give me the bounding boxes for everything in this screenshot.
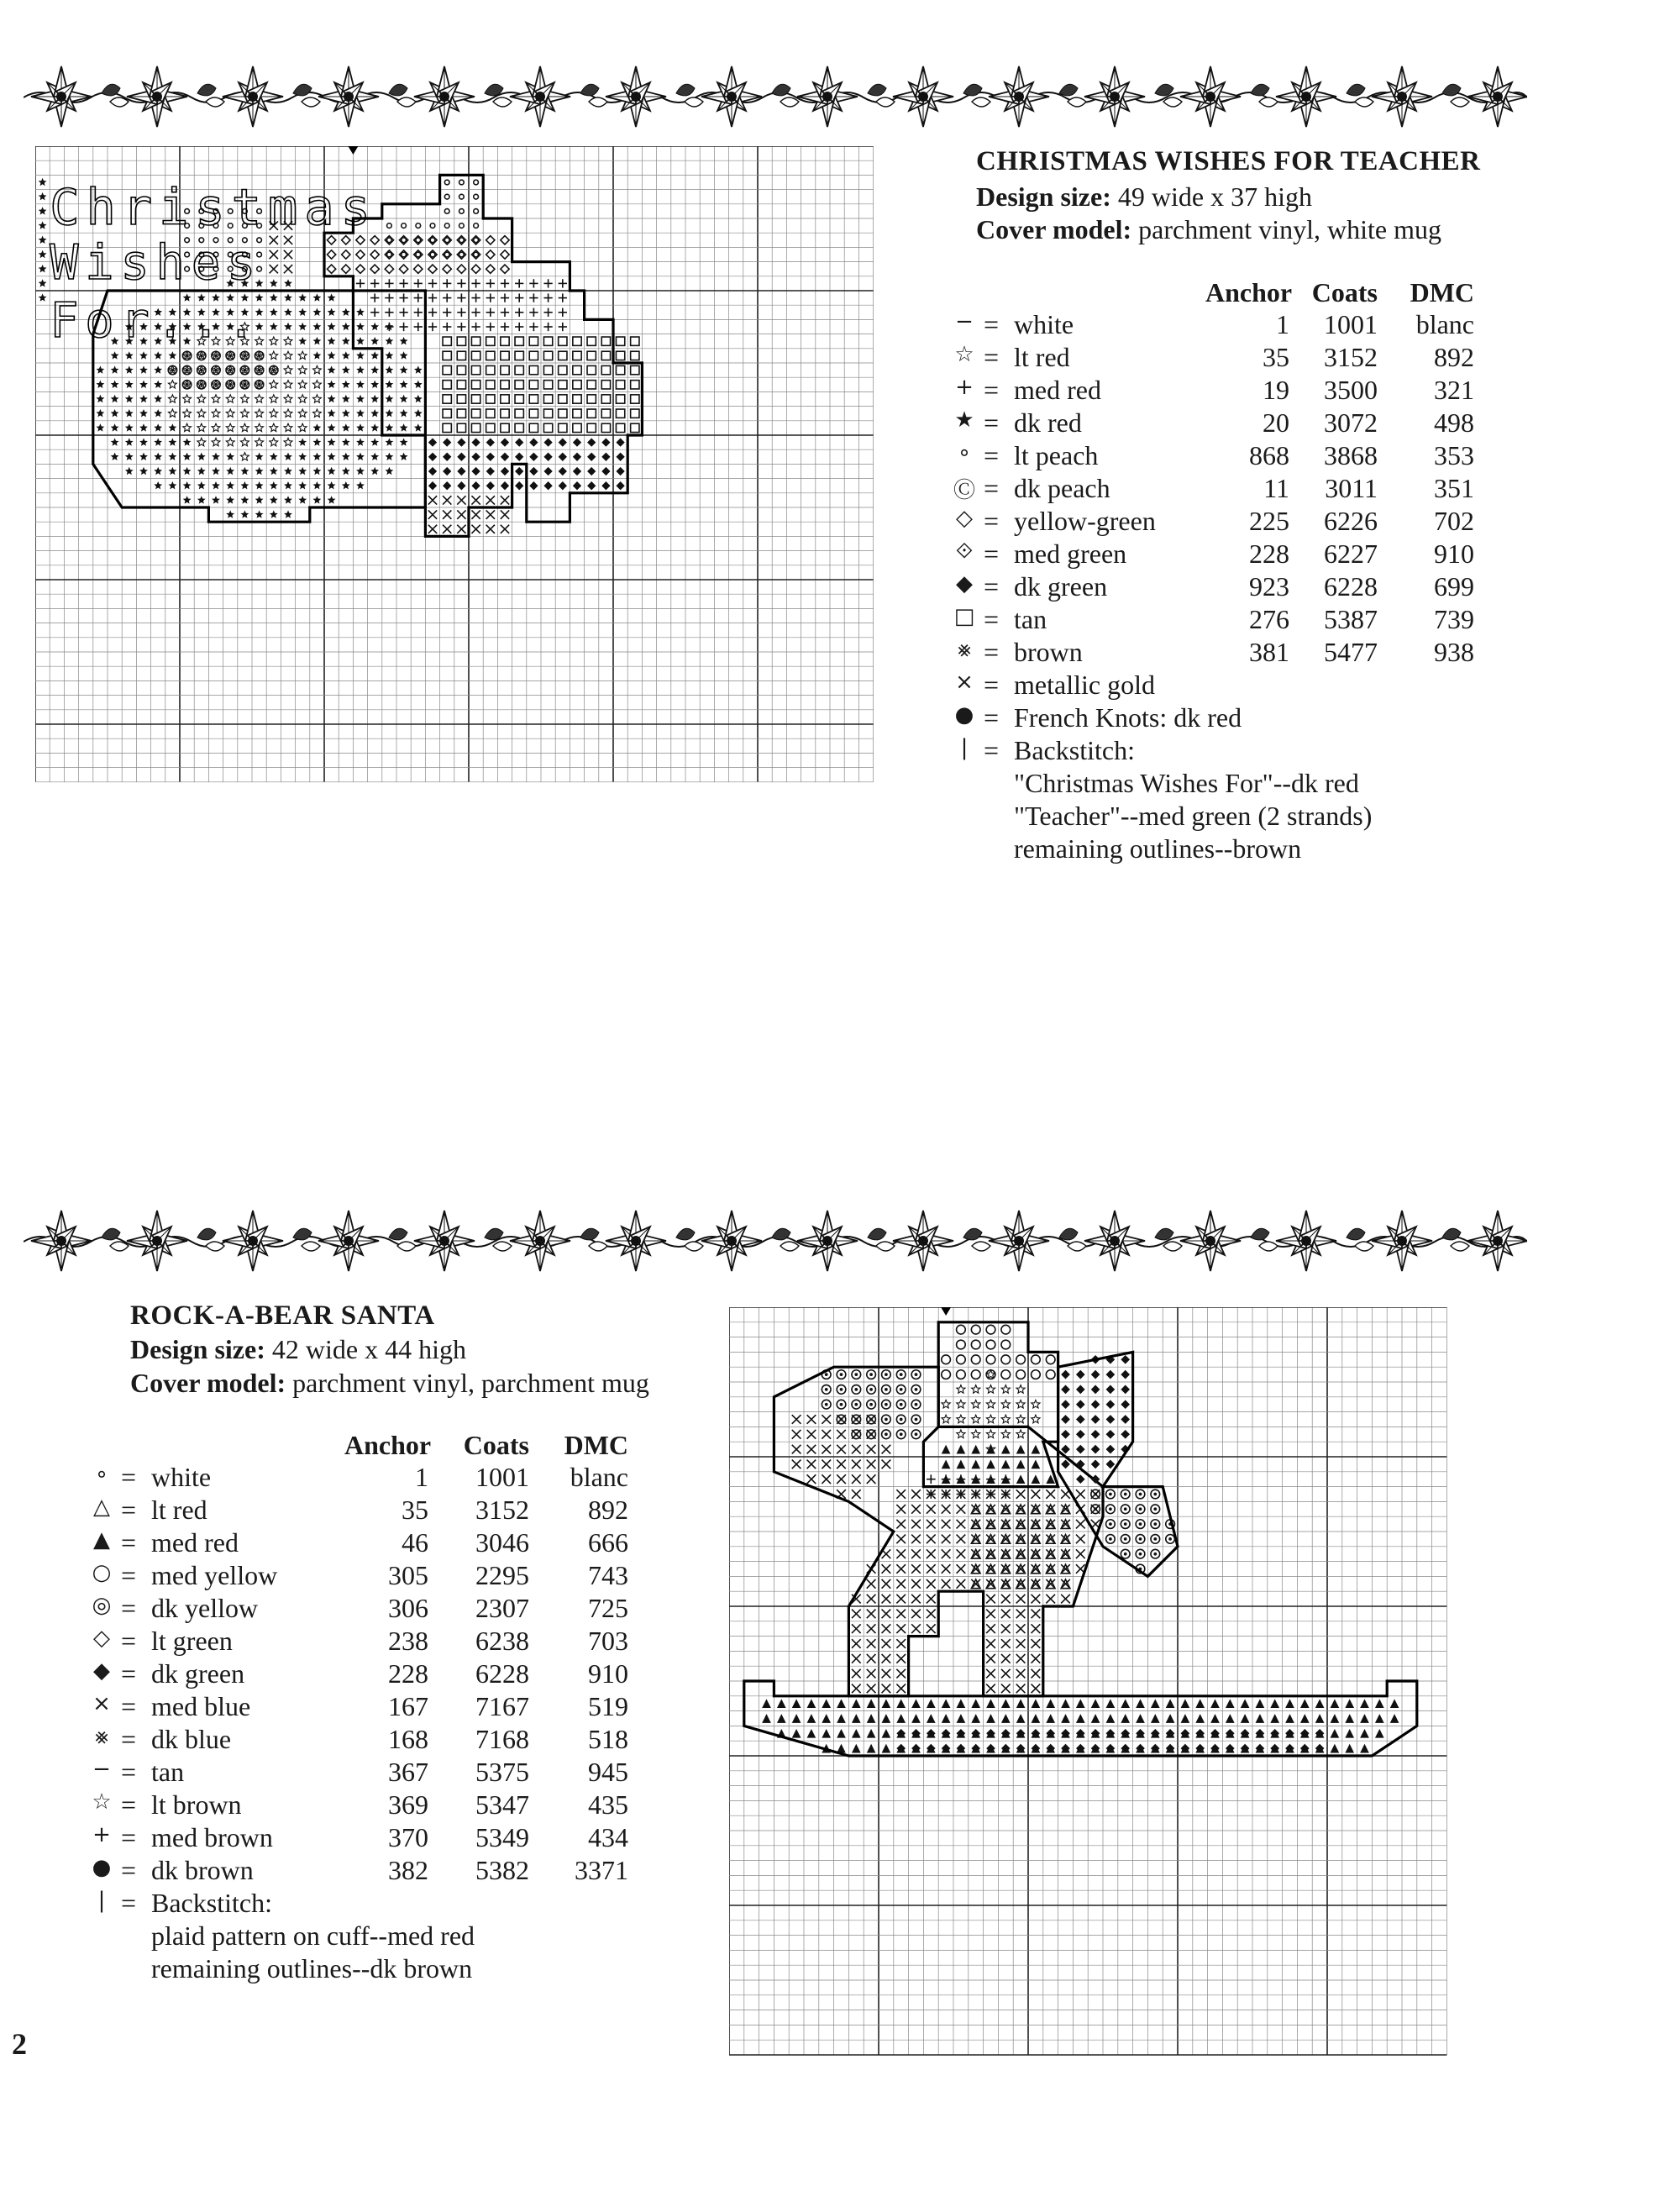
poinsettia-flower bbox=[1276, 66, 1336, 127]
poinsettia-flower bbox=[414, 66, 475, 127]
santa-legend-equals: = bbox=[121, 1527, 137, 1558]
teacher-legend-equals: = bbox=[984, 309, 1000, 339]
santa-legend-coats: 6228 bbox=[475, 1658, 529, 1689]
page-number: 2 bbox=[12, 2027, 27, 2061]
santa-legend-equals: = bbox=[121, 1855, 137, 1885]
santa-legend-equals: = bbox=[121, 1888, 137, 1918]
santa-legend-coats: 3046 bbox=[475, 1527, 529, 1558]
teacher-cross-stitch-chart bbox=[35, 146, 885, 788]
teacher-legend-row bbox=[945, 440, 1491, 473]
teacher-legend-coats: 1001 bbox=[1324, 309, 1378, 339]
teacher-legend-row bbox=[945, 637, 1491, 670]
horse-mane-stitches bbox=[822, 1370, 920, 1439]
santa-legend-name: med red bbox=[151, 1527, 239, 1558]
santa-legend-row bbox=[82, 1855, 654, 1888]
teacher-legend-name: metallic gold bbox=[1014, 670, 1155, 700]
teacher-legend-row bbox=[945, 375, 1491, 407]
poinsettia-flower bbox=[127, 66, 187, 127]
santa-legend-equals: = bbox=[121, 1822, 137, 1852]
santa-legend-dmc: 519 bbox=[588, 1691, 628, 1721]
santa-legend-symbol: △ bbox=[93, 1495, 110, 1520]
santa-legend-dmc: 703 bbox=[588, 1626, 628, 1656]
teacher-legend-row bbox=[945, 735, 1491, 768]
santa-legend-anchor: 305 bbox=[388, 1560, 428, 1590]
teacher-legend-equals: = bbox=[984, 735, 1000, 765]
santa-legend-symbol: + bbox=[92, 1822, 111, 1847]
santa-legend-symbol: ◇ bbox=[93, 1626, 110, 1651]
poinsettia-flower bbox=[318, 66, 379, 127]
santa-legend-dmc: 892 bbox=[588, 1495, 628, 1525]
santa-legend-equals: = bbox=[121, 1593, 137, 1623]
teacher-legend-equals: = bbox=[984, 375, 1000, 405]
santa-chart-grid bbox=[729, 1307, 1462, 2067]
poinsettia-flower bbox=[31, 66, 92, 127]
holly-leaf bbox=[772, 1228, 799, 1251]
holly-leaf bbox=[580, 84, 607, 107]
santa-legend-row bbox=[82, 1822, 654, 1855]
santa-legend-dmc: blanc bbox=[570, 1462, 628, 1492]
holly-leaf bbox=[868, 1228, 895, 1251]
santa-legend-name: tan bbox=[151, 1757, 185, 1787]
santa-legend-row bbox=[82, 1658, 654, 1691]
teacher-legend-symbol: □ bbox=[953, 604, 975, 629]
santa-legend-equals: = bbox=[121, 1462, 137, 1492]
santa-legend-symbol: ◎ bbox=[92, 1593, 112, 1618]
teacher-legend-equals: = bbox=[984, 473, 1000, 503]
santa-legend-anchor: 167 bbox=[388, 1691, 428, 1721]
teacher-legend-name: French Knots: dk red bbox=[1014, 702, 1242, 733]
teacher-legend-name: dk peach bbox=[1014, 473, 1110, 503]
santa-backstitch-note: plaid pattern on cuff--med red bbox=[151, 1920, 475, 1951]
santa-legend-anchor: 238 bbox=[388, 1626, 428, 1656]
teacher-legend-name: dk red bbox=[1014, 407, 1082, 438]
teacher-legend-anchor: 923 bbox=[1249, 571, 1289, 602]
teacher-legend-row bbox=[945, 702, 1491, 735]
chart-word: Wishes bbox=[50, 235, 263, 292]
santa-legend-coats: 5382 bbox=[475, 1855, 529, 1885]
teacher-legend-anchor: 276 bbox=[1249, 604, 1289, 634]
santa-legend-dmc: 910 bbox=[588, 1658, 628, 1689]
poinsettia-flower bbox=[1467, 66, 1527, 127]
santa-legend-coats: 7168 bbox=[475, 1724, 529, 1754]
chart-word: For... bbox=[50, 293, 263, 349]
teacher-legend-name: lt red bbox=[1014, 342, 1070, 372]
santa-legend-symbol: | bbox=[97, 1888, 106, 1913]
poinsettia-flower bbox=[1084, 66, 1145, 127]
holly-leaf bbox=[1059, 84, 1086, 107]
poinsettia-flower bbox=[414, 1211, 475, 1271]
poinsettia-flower bbox=[127, 1211, 187, 1271]
poinsettia-flower bbox=[1372, 66, 1432, 127]
teacher-legend-row bbox=[945, 670, 1491, 702]
santa-legend-dmc: 725 bbox=[588, 1593, 628, 1623]
santa-legend-name: dk blue bbox=[151, 1724, 232, 1754]
teacher-legend-anchor: 19 bbox=[1263, 375, 1289, 405]
santa-legend-anchor: 168 bbox=[388, 1724, 428, 1754]
santa-legend-symbol: ● bbox=[92, 1855, 112, 1880]
teacher-legend-dmc: 892 bbox=[1434, 342, 1474, 372]
teacher-legend-symbol: Ⓒ bbox=[953, 478, 975, 503]
teacher-legend-symbol: ∘ bbox=[957, 440, 972, 465]
poinsettia-flower bbox=[1180, 66, 1241, 127]
tree-stitches bbox=[1061, 1355, 1130, 1484]
santa-legend-dmc: 666 bbox=[588, 1527, 628, 1558]
teacher-legend-coats: 3868 bbox=[1324, 440, 1378, 470]
santa-legend-dmc: 945 bbox=[588, 1757, 628, 1787]
teacher-backstitch-note: "Teacher"--med green (2 strands) bbox=[1014, 801, 1373, 831]
santa-legend-coats: 3152 bbox=[475, 1495, 529, 1525]
santa-legend-row bbox=[82, 1527, 654, 1560]
teacher-cover-model: Cover model: parchment vinyl, white mug bbox=[976, 214, 1441, 244]
holly-leaf bbox=[102, 84, 129, 107]
teacher-legend-name: white bbox=[1014, 309, 1074, 339]
teacher-legend-coats: 5477 bbox=[1324, 637, 1378, 667]
teacher-legend-equals: = bbox=[984, 702, 1000, 733]
santa-legend-dmc: 3371 bbox=[575, 1855, 628, 1885]
santa-legend-equals: = bbox=[121, 1626, 137, 1656]
teacher-legend-dmc: 938 bbox=[1434, 637, 1474, 667]
poinsettia-flower bbox=[1372, 1211, 1432, 1271]
santa-legend-row bbox=[82, 1757, 654, 1789]
poinsettia-flower bbox=[989, 1211, 1049, 1271]
teacher-legend-anchor: 11 bbox=[1263, 473, 1289, 503]
poinsettia-flower bbox=[701, 66, 762, 127]
santa-legend-equals: = bbox=[121, 1658, 137, 1689]
teacher-header-anchor: Anchor bbox=[1205, 277, 1293, 307]
santa-legend-symbol: ◆ bbox=[93, 1658, 110, 1684]
chart-word: Christmas bbox=[50, 178, 377, 236]
teacher-legend-row bbox=[945, 539, 1491, 571]
poinsettia-flower bbox=[797, 66, 858, 127]
poinsettia-border-middle bbox=[24, 1201, 1527, 1281]
teacher-backstitch-note: "Christmas Wishes For"--dk red bbox=[1014, 768, 1359, 798]
santa-cross-stitch-chart bbox=[729, 1307, 1462, 2067]
santa-legend-symbol: ∘ bbox=[94, 1462, 109, 1487]
bear-face-stitches bbox=[942, 1370, 1040, 1453]
teacher-design-size: Design size: 49 wide x 37 high bbox=[976, 181, 1312, 212]
teacher-legend-symbol: ◆ bbox=[956, 571, 973, 596]
teacher-legend-coats: 3152 bbox=[1324, 342, 1378, 372]
santa-legend-name: lt brown bbox=[151, 1789, 242, 1820]
teacher-legend-name: med green bbox=[1014, 539, 1127, 569]
santa-legend-anchor: 46 bbox=[402, 1527, 428, 1558]
teacher-header-dmc: DMC bbox=[1410, 277, 1474, 307]
poinsettia-flower bbox=[318, 1211, 379, 1271]
poinsettia-flower bbox=[223, 1211, 283, 1271]
poinsettia-flower bbox=[1084, 1211, 1145, 1271]
teacher-backstitch-note: remaining outlines--brown bbox=[1014, 833, 1302, 864]
teacher-legend-anchor: 868 bbox=[1249, 440, 1289, 470]
santa-legend-coats: 2307 bbox=[475, 1593, 529, 1623]
santa-title: ROCK-A-BEAR SANTA bbox=[130, 1300, 435, 1331]
teacher-legend-name: med red bbox=[1014, 375, 1101, 405]
poinsettia-flower bbox=[1276, 1211, 1336, 1271]
teacher-legend-anchor: 228 bbox=[1249, 539, 1289, 569]
teacher-legend-name: yellow-green bbox=[1014, 506, 1156, 536]
holly-leaf bbox=[197, 84, 224, 107]
center-marker-top bbox=[348, 146, 358, 155]
holly-leaf bbox=[580, 1228, 607, 1251]
santa-cover-model: Cover model: parchment vinyl, parchment mug bbox=[130, 1368, 649, 1398]
teacher-legend-equals: = bbox=[984, 506, 1000, 536]
teacher-legend-coats: 6226 bbox=[1324, 506, 1378, 536]
santa-legend-name: dk brown bbox=[151, 1855, 254, 1885]
teacher-legend-equals: = bbox=[984, 440, 1000, 470]
holly-leaf bbox=[102, 1228, 129, 1251]
santa-legend-coats: 5375 bbox=[475, 1757, 529, 1787]
santa-legend-coats: 5349 bbox=[475, 1822, 529, 1852]
poinsettia-flower bbox=[606, 66, 666, 127]
santa-header-anchor: Anchor bbox=[344, 1430, 432, 1460]
santa-legend-name: med brown bbox=[151, 1822, 273, 1852]
santa-legend-anchor: 367 bbox=[388, 1757, 428, 1787]
santa-legend-symbol: − bbox=[92, 1757, 111, 1782]
teacher-legend-dmc: 739 bbox=[1434, 604, 1474, 634]
poinsettia-flower bbox=[31, 1211, 92, 1271]
teacher-legend-row bbox=[945, 506, 1491, 539]
santa-header-dmc: DMC bbox=[564, 1430, 628, 1460]
teacher-legend-anchor: 225 bbox=[1249, 506, 1289, 536]
teacher-legend-symbol: ⟐ bbox=[955, 539, 974, 564]
teacher-legend-anchor: 1 bbox=[1276, 309, 1289, 339]
santa-legend-row bbox=[82, 1560, 654, 1593]
teacher-legend-name: lt peach bbox=[1014, 440, 1099, 470]
santa-legend-equals: = bbox=[121, 1495, 137, 1525]
santa-legend-equals: = bbox=[121, 1560, 137, 1590]
teacher-legend-anchor: 20 bbox=[1263, 407, 1289, 438]
teacher-legend-symbol: − bbox=[955, 309, 974, 334]
poinsettia-flower bbox=[893, 1211, 953, 1271]
santa-legend-row bbox=[82, 1691, 654, 1724]
teacher-legend-equals: = bbox=[984, 539, 1000, 569]
teacher-legend-symbol: × bbox=[955, 670, 974, 695]
holly-leaf bbox=[868, 84, 895, 107]
santa-legend-coats: 6238 bbox=[475, 1626, 529, 1656]
teacher-legend-symbol: ◇ bbox=[956, 506, 973, 531]
teacher-legend-dmc: 699 bbox=[1434, 571, 1474, 602]
teacher-legend-coats: 6227 bbox=[1324, 539, 1378, 569]
poinsettia-border-top bbox=[24, 57, 1527, 137]
teacher-legend-dmc: 321 bbox=[1434, 375, 1474, 405]
santa-legend-symbol: × bbox=[92, 1691, 111, 1716]
teacher-legend-name: Backstitch: bbox=[1014, 735, 1135, 765]
teacher-legend-symbol: + bbox=[955, 375, 974, 400]
letter-star-stitches bbox=[39, 178, 47, 302]
santa-legend-coats: 1001 bbox=[475, 1462, 529, 1492]
santa-legend-symbol: ☆ bbox=[92, 1789, 112, 1815]
santa-legend-coats: 5347 bbox=[475, 1789, 529, 1820]
teacher-chart-grid bbox=[35, 146, 885, 788]
santa-legend-row bbox=[82, 1462, 654, 1495]
teacher-legend-symbol: ★ bbox=[954, 407, 974, 433]
santa-legend-equals: = bbox=[121, 1789, 137, 1820]
santa-legend-anchor: 35 bbox=[402, 1495, 428, 1525]
teacher-legend-equals: = bbox=[984, 407, 1000, 438]
poinsettia-flower bbox=[989, 66, 1049, 127]
teacher-legend-dmc: 910 bbox=[1434, 539, 1474, 569]
center-marker-top bbox=[941, 1307, 951, 1316]
teacher-legend-row bbox=[945, 571, 1491, 604]
teacher-legend-coats: 3072 bbox=[1324, 407, 1378, 438]
teacher-legend-dmc: 353 bbox=[1434, 440, 1474, 470]
santa-legend-dmc: 434 bbox=[588, 1822, 628, 1852]
teacher-legend-equals: = bbox=[984, 342, 1000, 372]
teacher-legend-row bbox=[945, 604, 1491, 637]
holly-leaf bbox=[389, 84, 416, 107]
santa-legend-dmc: 518 bbox=[588, 1724, 628, 1754]
poinsettia-flower bbox=[510, 66, 570, 127]
teacher-legend-coats: 6228 bbox=[1324, 571, 1378, 602]
teacher-legend-equals: = bbox=[984, 637, 1000, 667]
poinsettia-flower bbox=[893, 66, 953, 127]
santa-legend-anchor: 370 bbox=[388, 1822, 428, 1852]
santa-header-coats: Coats bbox=[463, 1430, 529, 1460]
teacher-color-key bbox=[945, 277, 1491, 882]
santa-legend-name: white bbox=[151, 1462, 212, 1492]
poinsettia-flower bbox=[223, 66, 283, 127]
holly-leaf bbox=[389, 1228, 416, 1251]
teacher-legend-symbol: ● bbox=[954, 702, 974, 728]
santa-design-size: Design size: 42 wide x 44 high bbox=[130, 1334, 466, 1364]
santa-legend-name: lt red bbox=[151, 1495, 207, 1525]
teacher-legend-dmc: 702 bbox=[1434, 506, 1474, 536]
teacher-legend-name: brown bbox=[1014, 637, 1083, 667]
teacher-legend-name: tan bbox=[1014, 604, 1047, 634]
santa-legend-row bbox=[82, 1626, 654, 1658]
teacher-legend-symbol: | bbox=[960, 735, 969, 760]
santa-legend-row bbox=[82, 1495, 654, 1527]
teacher-legend-coats: 3500 bbox=[1324, 375, 1378, 405]
santa-legend-name: med yellow bbox=[151, 1560, 278, 1590]
poinsettia-flower bbox=[1180, 1211, 1241, 1271]
santa-legend-row bbox=[82, 1888, 654, 1920]
santa-legend-row bbox=[82, 1724, 654, 1757]
santa-legend-anchor: 1 bbox=[415, 1462, 428, 1492]
teacher-legend-row bbox=[945, 309, 1491, 342]
teacher-legend-anchor: 35 bbox=[1263, 342, 1289, 372]
santa-legend-coats: 2295 bbox=[475, 1560, 529, 1590]
santa-legend-dmc: 435 bbox=[588, 1789, 628, 1820]
santa-color-key bbox=[82, 1430, 654, 2010]
santa-legend-symbol: ▲ bbox=[93, 1527, 110, 1553]
teacher-legend-coats: 5387 bbox=[1324, 604, 1378, 634]
santa-legend-coats: 7167 bbox=[475, 1691, 529, 1721]
teacher-legend-equals: = bbox=[984, 670, 1000, 700]
santa-backstitch-note: remaining outlines--dk brown bbox=[151, 1953, 473, 1983]
santa-legend-name: Backstitch: bbox=[151, 1888, 272, 1918]
teacher-legend-equals: = bbox=[984, 604, 1000, 634]
santa-legend-name: dk green bbox=[151, 1658, 245, 1689]
teacher-header-coats: Coats bbox=[1311, 277, 1378, 307]
santa-legend-row bbox=[82, 1593, 654, 1626]
santa-legend-row bbox=[82, 1789, 654, 1822]
bag-band-stitches bbox=[327, 236, 509, 274]
teacher-legend-row bbox=[945, 473, 1491, 506]
teacher-legend-symbol: ⨳ bbox=[957, 637, 972, 662]
teacher-legend-row bbox=[945, 342, 1491, 375]
santa-legend-dmc: 743 bbox=[588, 1560, 628, 1590]
santa-legend-equals: = bbox=[121, 1757, 137, 1787]
poinsettia-flower bbox=[510, 1211, 570, 1271]
teacher-legend-anchor: 381 bbox=[1249, 637, 1289, 667]
teacher-legend-symbol: ☆ bbox=[954, 342, 974, 367]
santa-legend-anchor: 228 bbox=[388, 1658, 428, 1689]
holly-leaf bbox=[1059, 1228, 1086, 1251]
santa-legend-equals: = bbox=[121, 1691, 137, 1721]
santa-legend-anchor: 306 bbox=[388, 1593, 428, 1623]
santa-legend-equals: = bbox=[121, 1724, 137, 1754]
holly-leaf bbox=[197, 1228, 224, 1251]
santa-legend-name: lt green bbox=[151, 1626, 233, 1656]
teacher-legend-dmc: 498 bbox=[1434, 407, 1474, 438]
santa-legend-anchor: 382 bbox=[388, 1855, 428, 1885]
poinsettia-flower bbox=[1467, 1211, 1527, 1271]
poinsettia-flower bbox=[797, 1211, 858, 1271]
poinsettia-flower bbox=[701, 1211, 762, 1271]
teacher-legend-dmc: 351 bbox=[1434, 473, 1474, 503]
teacher-legend-equals: = bbox=[984, 571, 1000, 602]
teacher-legend-coats: 3011 bbox=[1325, 473, 1378, 503]
chart-lettering bbox=[50, 179, 377, 349]
santa-legend-anchor: 369 bbox=[388, 1789, 428, 1820]
teacher-title: CHRISTMAS WISHES FOR TEACHER bbox=[976, 146, 1481, 176]
poinsettia-flower bbox=[606, 1211, 666, 1271]
teacher-legend-dmc: blanc bbox=[1415, 309, 1474, 339]
santa-legend-symbol: ⨳ bbox=[94, 1724, 109, 1749]
santa-legend-name: med blue bbox=[151, 1691, 251, 1721]
holly-leaf bbox=[772, 84, 799, 107]
teacher-legend-name: dk green bbox=[1014, 571, 1108, 602]
santa-legend-symbol: ○ bbox=[92, 1560, 112, 1585]
teacher-legend-row bbox=[945, 407, 1491, 440]
santa-legend-name: dk yellow bbox=[151, 1593, 259, 1623]
